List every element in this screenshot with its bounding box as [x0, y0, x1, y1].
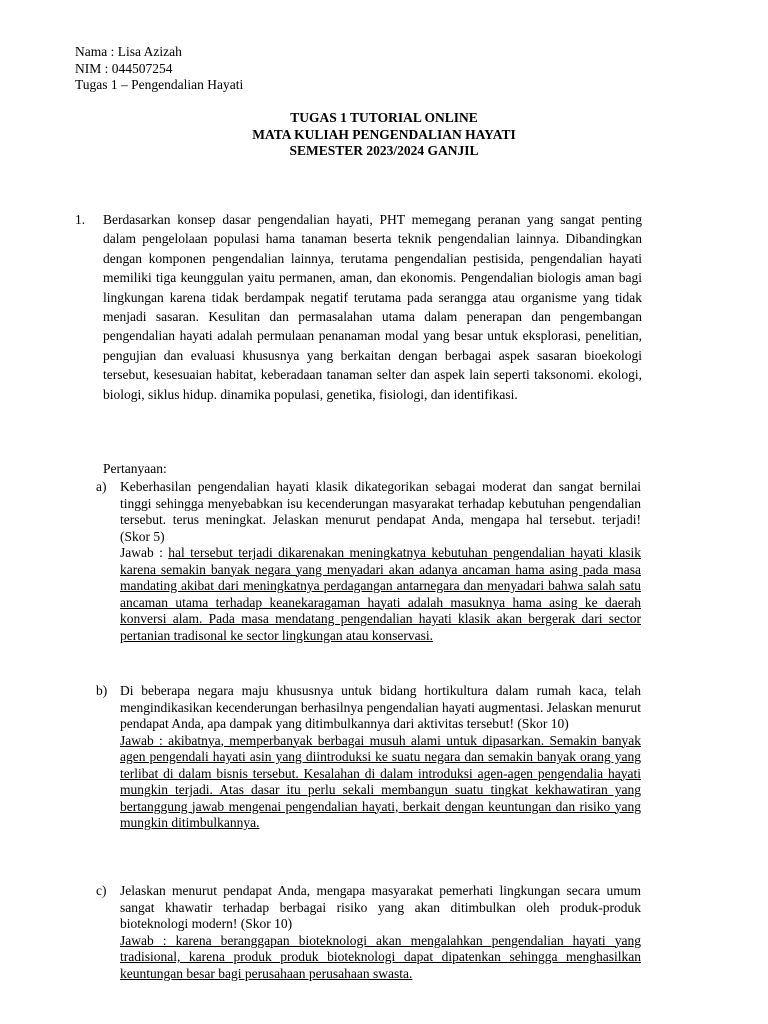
- question-1: [75, 210, 642, 404]
- subquestion-text: Keberhasilan pengendalian hayati klasik dikategorikan sebagai moderat dan sangat bernilai tinggi sehingga menyebabkan isu kecenderungan masyarakat terhadap kebutuhan pengendalian tersebut. terus meningkat. Jelaskan menurut pendapat Anda, mengapa hal tersebut. terjadi! (Skor 5): [120, 479, 641, 544]
- answer-block: [120, 733, 641, 832]
- subquestion-letter: b): [96, 683, 108, 698]
- answer-prefix: Jawab :: [120, 545, 169, 560]
- title-line-3: SEMESTER 2023/2024 GANJIL: [289, 143, 479, 158]
- student-identity: [75, 44, 243, 94]
- subquestion-a: [96, 479, 641, 644]
- title-line-1: TUGAS 1 TUTORIAL ONLINE: [290, 110, 478, 125]
- question-1-paragraph: Berdasarkan konsep dasar pengendalian hayati, PHT memegang peranan yang sangat penting dalam pengelolaan populasi hama tanaman beserta teknik pengendalian lainnya. Dibandingkan dengan komponen pengendalian lainnya, terutama pengendalian pestisida, pengendalian hayati memiliki tiga keunggulan yaitu permanen, aman, dan ekonomis. Pengendalian biologis aman bagi lingkungan karena tidak berdampak negatif terutama pada serangga atau organisme yang tidak menjadi sasaran. Kesulitan dan permasalahan utama dalam penerapan dan pengembangan pengendalian hayati adalah permulaan penanaman modal yang besar untuk eksplorasi, penelitian, pengujian dan evaluasi khususnya yang berkaitan dengan berbagai aspek sasaran bioekologi tersebut, kesesuaian habitat, keberadaan tanaman selter dan aspek lain seperti taksonomi. ekologi, biologi, siklus hidup. dinamika populasi, genetika, fisiologi, dan identifikasi.: [103, 212, 642, 402]
- subquestion-c: [96, 883, 641, 982]
- answer-text: Jawab : akibatnya, memperbanyak berbagai musuh alami untuk dipasarkan. Semakin banyak agen pengendali hayati asin yang diintroduksi ke suatu negara dan semakin banyak orang yang terlibat di dalam bisnis tersebut. Kesalahan di dalam introduksi agen-agen pengendalia hayati mungkin terjadi. Atas dasar itu perlu sekali membangun suatu tingkat kekhawatiran yang bertanggung jawab mengenai pengendalian hayati, berkait dengan keuntungan dan risiko yang mungkin ditimbulkannya.: [120, 732, 641, 830]
- task-name: Tugas 1 – Pengendalian Hayati: [75, 77, 244, 92]
- subquestion-text: Jelaskan menurut pendapat Anda, mengapa masyarakat pemerhati lingkungan secara umum sangat khawatir terhadap berbagai risiko yang akan ditimbulkan oleh produk-produk bioteknologi modern! (Skor 10): [120, 883, 641, 931]
- subquestion-text: Di beberapa negara maju khususnya untuk bidang hortikultura dalam rumah kaca, telah mengindikasikan kecenderungan berhasilnya pengendalian hayati augmentasi. Jelaskan menurut pendapat Anda, apa dampak yang ditimbulkannya dari aktivitas tersebut! (Skor 10): [120, 683, 641, 731]
- student-nim: NIM : 044507254: [75, 60, 173, 76]
- document-title: [0, 110, 768, 160]
- subquestion-letter: c): [96, 883, 107, 898]
- answer-block: [120, 545, 641, 644]
- answer-text: Jawab : karena beranggapan bioteknologi akan mengalahkan pengendalian hayati yang tradisional, karena produk produk bioteknologi dapat dipatenkan sehingga menghasilkan keuntungan besar bagi perusahaan perusahaan swasta.: [120, 932, 641, 981]
- subquestion-letter: a): [96, 479, 107, 494]
- question-1-number: 1.: [75, 212, 86, 227]
- answer-text: hal tersebut terjadi dikarenakan meningkatnya kebutuhan pengendalian hayati klasik karena semakin banyak negara yang menyadari akan adanya ancaman hama asing pada masa mandating akibat dari meningkatnya perdagangan antarnegara dan menyadari bahwa salah satu ancaman utama terhadap keanekaragaman hayati adalah masuknya hama asing ke daerah konversi alam. Pada masa mendatang pengendalian hayati klasik akan bergerak dari sector pertanian tradisonal ke sector lingkungan atau konservasi.: [120, 545, 641, 643]
- title-line-2: MATA KULIAH PENGENDALIAN HAYATI: [252, 126, 516, 142]
- subquestion-b: [96, 683, 641, 832]
- student-name: Nama : Lisa Azizah: [75, 44, 182, 59]
- questions-label: Pertanyaan:: [103, 461, 167, 476]
- answer-block: [120, 933, 641, 983]
